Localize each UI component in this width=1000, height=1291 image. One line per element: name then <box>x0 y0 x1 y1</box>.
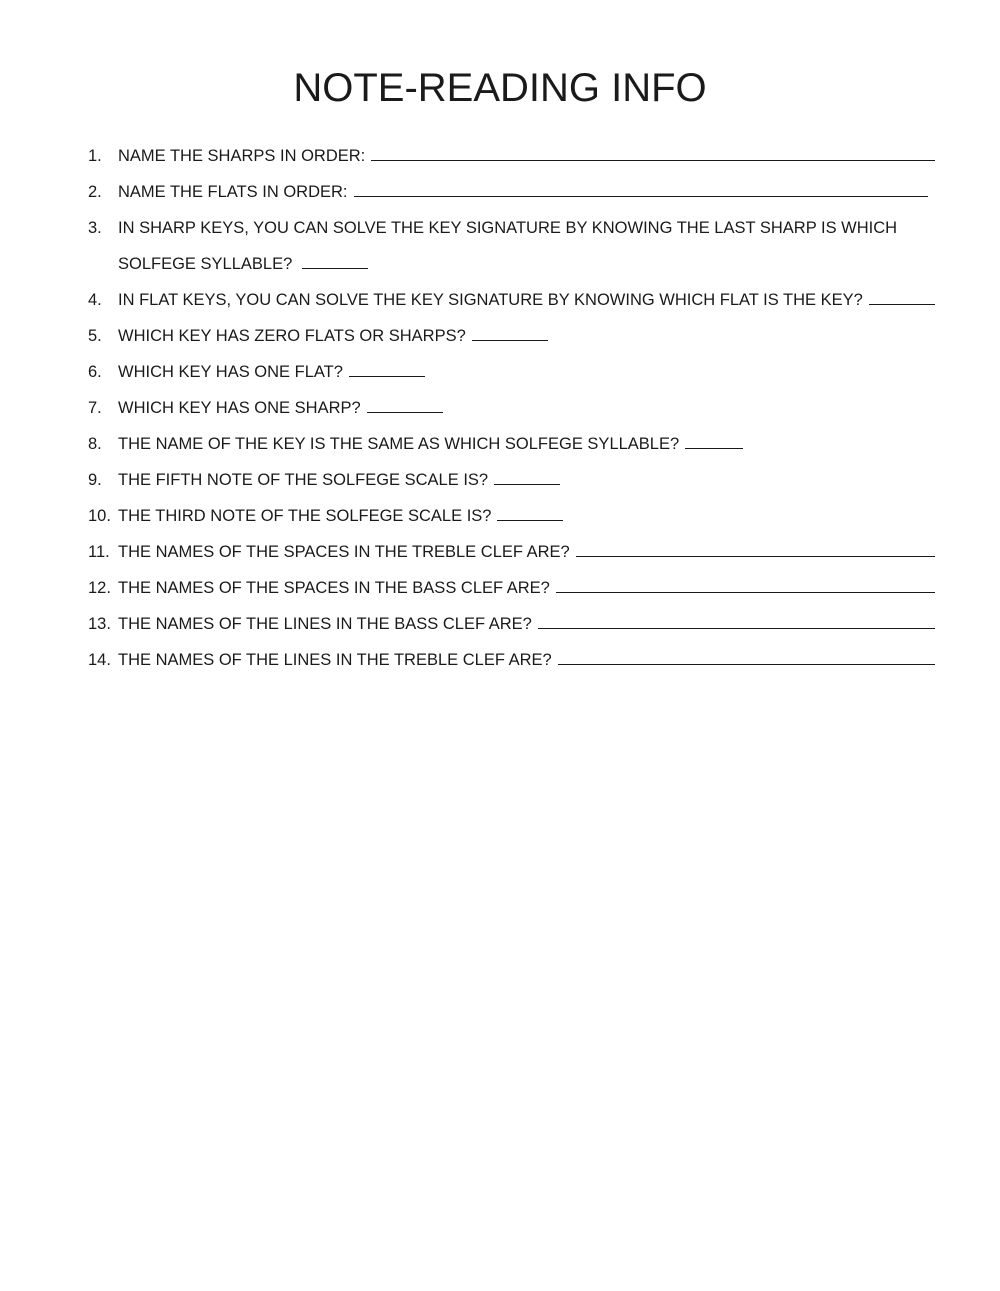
question-number: 10. <box>88 507 111 525</box>
question-text: THE THIRD NOTE OF THE SOLFEGE SCALE IS? <box>118 507 492 525</box>
question-text: WHICH KEY HAS ZERO FLATS OR SHARPS? <box>118 327 466 345</box>
answer-blank[interactable] <box>354 195 928 197</box>
answer-blank[interactable] <box>556 591 935 593</box>
question-number: 7. <box>88 399 102 417</box>
question-item <box>88 642 948 678</box>
answer-blank[interactable] <box>869 303 935 305</box>
question-number: 4. <box>88 291 102 309</box>
answer-blank[interactable] <box>302 267 368 269</box>
question-item <box>88 210 948 282</box>
question-text: NAME THE FLATS IN ORDER: <box>118 183 348 201</box>
answer-blank[interactable] <box>558 663 935 665</box>
question-text: IN FLAT KEYS, YOU CAN SOLVE THE KEY SIGNATURE BY KNOWING WHICH FLAT IS THE KEY? <box>118 291 863 309</box>
question-item <box>88 354 948 390</box>
question-item <box>88 498 948 534</box>
answer-blank[interactable] <box>349 375 425 377</box>
question-item <box>88 282 948 318</box>
answer-blank[interactable] <box>494 483 560 485</box>
answer-blank[interactable] <box>497 519 563 521</box>
question-text: THE NAMES OF THE SPACES IN THE BASS CLEF ARE? <box>118 579 550 597</box>
question-list <box>88 138 948 678</box>
question-item <box>88 534 948 570</box>
answer-blank[interactable] <box>538 627 935 629</box>
question-item <box>88 462 948 498</box>
question-text-continued: SOLFEGE SYLLABLE? <box>118 255 293 273</box>
question-number: 2. <box>88 183 102 201</box>
question-text: THE NAMES OF THE SPACES IN THE TREBLE CLEF ARE? <box>118 543 570 561</box>
question-number: 3. <box>88 219 102 237</box>
question-item <box>88 138 948 174</box>
question-item <box>88 174 948 210</box>
question-number: 14. <box>88 651 111 669</box>
question-number: 9. <box>88 471 102 489</box>
question-text: THE NAME OF THE KEY IS THE SAME AS WHICH SOLFEGE SYLLABLE? <box>118 435 680 453</box>
question-text: NAME THE SHARPS IN ORDER: <box>118 147 366 165</box>
answer-blank[interactable] <box>576 555 935 557</box>
question-item <box>88 318 948 354</box>
question-number: 1. <box>88 147 102 165</box>
answer-blank[interactable] <box>472 339 548 341</box>
question-number: 6. <box>88 363 102 381</box>
question-number: 11. <box>88 543 110 561</box>
question-text: THE NAMES OF THE LINES IN THE TREBLE CLEF ARE? <box>118 651 552 669</box>
question-item <box>88 426 948 462</box>
answer-blank[interactable] <box>367 411 443 413</box>
page-title: NOTE-READING INFO <box>293 66 707 110</box>
question-number: 8. <box>88 435 102 453</box>
answer-blank[interactable] <box>371 159 935 161</box>
question-item <box>88 606 948 642</box>
question-text: WHICH KEY HAS ONE SHARP? <box>118 399 361 417</box>
question-text: IN SHARP KEYS, YOU CAN SOLVE THE KEY SIGNATURE BY KNOWING THE LAST SHARP IS WHICH <box>118 219 898 237</box>
question-item <box>88 570 948 606</box>
question-number: 12. <box>88 579 111 597</box>
answer-blank[interactable] <box>685 447 743 449</box>
question-number: 13. <box>88 615 111 633</box>
question-text: THE FIFTH NOTE OF THE SOLFEGE SCALE IS? <box>118 471 489 489</box>
question-text: THE NAMES OF THE LINES IN THE BASS CLEF ARE? <box>118 615 532 633</box>
question-text: WHICH KEY HAS ONE FLAT? <box>118 363 343 381</box>
question-number: 5. <box>88 327 102 345</box>
question-item <box>88 390 948 426</box>
